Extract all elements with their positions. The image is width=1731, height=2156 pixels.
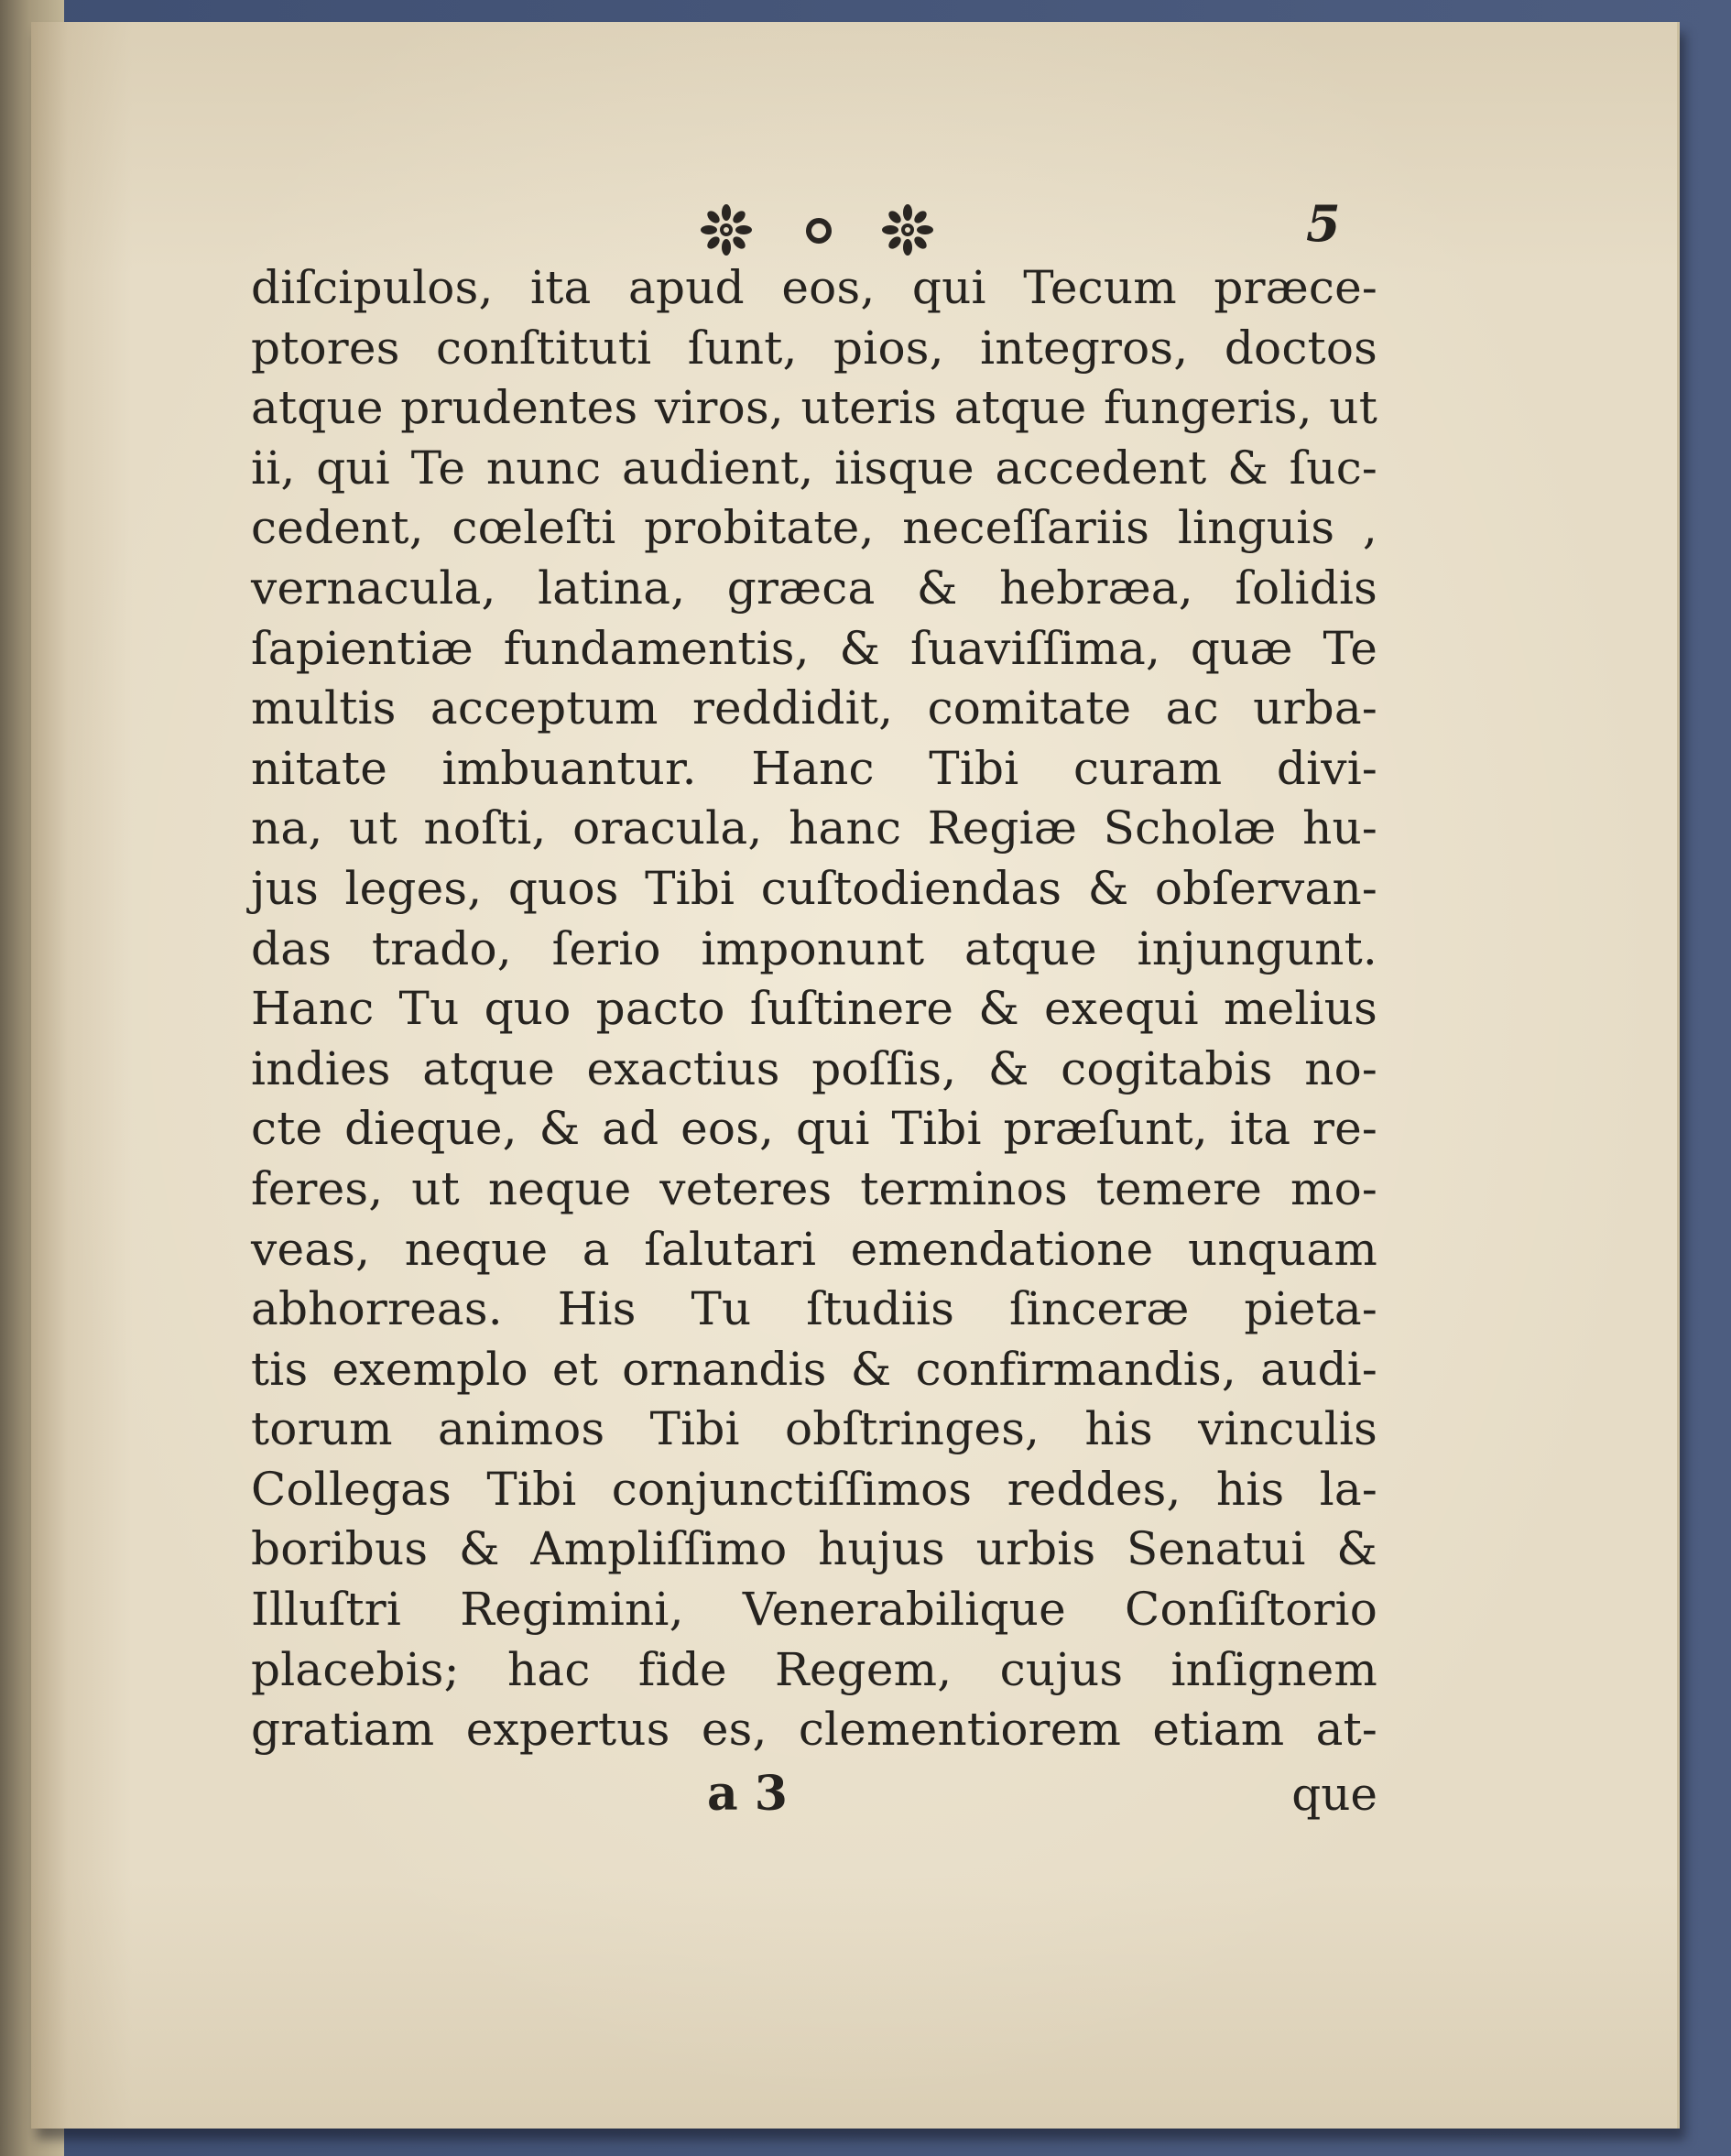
- book-page: [31, 22, 1680, 2129]
- text-line: tis exemplo et ornandis & confirmandis, audi-: [251, 1342, 1377, 1396]
- text-line: atque prudentes viros, uteris atque fungeris, ut: [251, 381, 1377, 435]
- page-number: 5: [1306, 194, 1341, 253]
- text-line: ſapientiæ fundamentis, & ſuaviſſima, quæ Te: [251, 621, 1377, 675]
- text-line: das trado, ſerio imponunt atque injungunt.: [251, 921, 1377, 975]
- text-line: ptores conſtituti ſunt, pios, integros, doctos: [251, 321, 1377, 375]
- text-line: diſcipulos, ita apud eos, qui Tecum præce-: [251, 261, 1377, 314]
- text-block: [251, 194, 1377, 1824]
- text-line: multis acceptum reddidit, comitate ac urba-: [251, 681, 1377, 735]
- text-line: placebis; hac fide Regem, cujus inſignem: [251, 1642, 1377, 1696]
- text-line: vernacula, latina, græca & hebræa, ſolidis: [251, 561, 1377, 615]
- page-footer: [251, 1764, 1377, 1824]
- text-line: torum animos Tibi obſtringes, his vinculis: [251, 1402, 1377, 1456]
- text-line: jus leges, quos Tibi cuſtodiendas & obſervan-: [251, 861, 1377, 915]
- body-text: [251, 258, 1377, 1760]
- text-line: na, ut noſti, oracula, hanc Regiæ Scholæ hu-: [251, 801, 1377, 855]
- text-line: gratiam expertus es, clementiorem etiam at-: [251, 1703, 1377, 1757]
- text-line: veas, neque a ſalutari emendatione unquam: [251, 1222, 1377, 1276]
- text-line: Hanc Tu quo pacto ſuſtinere & exequi melius: [251, 982, 1377, 1036]
- text-line: cte dieque, & ad eos, qui Tibi præſunt, ita re-: [251, 1102, 1377, 1156]
- text-line: Illuſtri Regimini, Venerabilique Conſiſtorio: [251, 1583, 1377, 1637]
- text-line: cedent, cœleſti probitate, neceſſariis linguis ,: [251, 501, 1377, 555]
- flower-ornament-icon: [700, 203, 753, 260]
- flower-ornament-icon: [881, 203, 934, 260]
- text-line: boribus & Ampliſſimo hujus urbis Senatui &: [251, 1522, 1377, 1576]
- signature-mark: a 3: [707, 1765, 788, 1822]
- text-line: nitate imbuantur. Hanc Tibi curam divi-: [251, 741, 1377, 795]
- text-line: indies atque exactius poſſis, & cogitabis no-: [251, 1041, 1377, 1095]
- page-headline: [251, 194, 1377, 258]
- catchword: que: [1291, 1767, 1377, 1821]
- text-line: feres, ut neque veteres terminos temere mo-: [251, 1161, 1377, 1215]
- text-line: Collegas Tibi conjunctiſſimos reddes, his la-: [251, 1462, 1377, 1516]
- circle-ornament-icon: [800, 203, 837, 260]
- text-line: abhorreas. His Tu ſtudiis ſinceræ pieta-: [251, 1282, 1377, 1336]
- text-line: ii, qui Te nunc audient, iisque accedent & ſuc-: [251, 441, 1377, 495]
